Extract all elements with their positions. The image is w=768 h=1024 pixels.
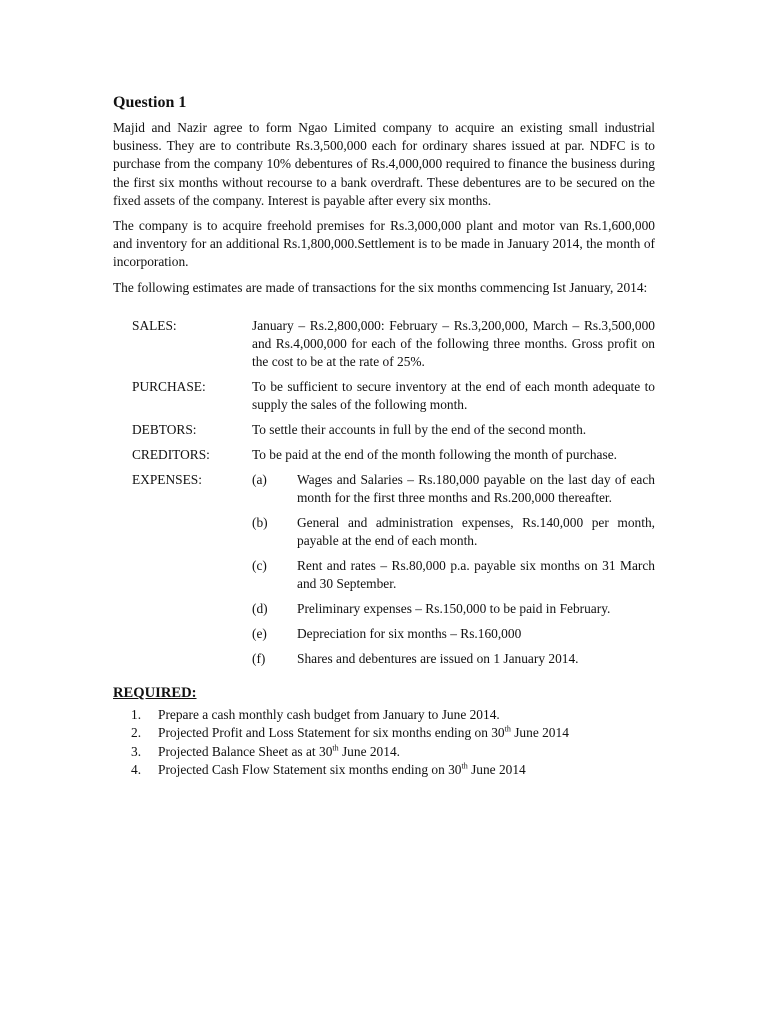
required-item: [131, 724, 655, 743]
estimate-label: EXPENSES:: [132, 471, 202, 487]
expense-text: Depreciation for six months – Rs.160,000: [297, 625, 522, 641]
expense-item: [252, 514, 655, 550]
expense-label: (f): [252, 650, 266, 666]
expense-item: [252, 625, 655, 643]
required-list: [113, 706, 655, 780]
required-item-text: Prepare a cash monthly cash budget from January to June 2014.: [158, 706, 500, 722]
required-item: [131, 761, 655, 780]
required-item-number: 2.: [131, 725, 142, 741]
expense-text: Rent and rates – Rs.80,000 p.a. payable six months on 31 March and 30 September.: [297, 557, 655, 591]
expense-item: [252, 557, 655, 593]
document-page: [113, 93, 655, 780]
estimate-label: SALES:: [132, 317, 177, 333]
acquisition-paragraph: The company is to acquire freehold premises for Rs.3,000,000 plant and motor van Rs.1,600,000 and inventory for an additional Rs.1,800,000.Settlement is to be made in January 2014, the month of incorporation.: [113, 218, 655, 270]
estimate-label: CREDITORS:: [132, 446, 210, 462]
estimate-text: To be sufficient to secure inventory at the end of each month adequate to supply the sales of the following month.: [252, 378, 655, 412]
expense-text: Wages and Salaries – Rs.180,000 payable on the last day of each month for the first three months and Rs.200,000 thereafter.: [297, 471, 655, 505]
estimate-item-purchase: [113, 378, 655, 414]
estimates-paragraph: The following estimates are made of transactions for the six months commencing Ist January, 2014:: [113, 279, 648, 295]
expense-text: Shares and debentures are issued on 1 January 2014.: [297, 650, 579, 666]
expense-label: (c): [252, 557, 267, 573]
required-item: [131, 743, 655, 762]
expense-text: Preliminary expenses – Rs.150,000 to be paid in February.: [297, 600, 611, 616]
estimate-text: January – Rs.2,800,000: February – Rs.3,200,000, March – Rs.3,500,000 and Rs.4,000,000 for each of the following three months. Gross profit on the cost to be at the rate of 25%.: [252, 317, 655, 369]
expense-label: (a): [252, 471, 267, 487]
required-item-text: Projected Balance Sheet as at 30th June 2014.: [158, 743, 400, 759]
estimate-text: To be paid at the end of the month following the month of purchase.: [252, 446, 617, 462]
estimate-item-debtors: [113, 421, 655, 439]
required-item-text: Projected Profit and Loss Statement for six months ending on 30th June 2014: [158, 724, 569, 741]
required-item-text: Projected Cash Flow Statement six months ending on 30th June 2014: [158, 761, 526, 778]
required-item-number: 4.: [131, 762, 142, 778]
estimate-label: DEBTORS:: [132, 421, 197, 437]
estimate-item-creditors: [113, 446, 655, 464]
estimates-list: [113, 317, 655, 675]
question-title: Question 1: [113, 94, 187, 111]
estimate-item-expenses: [113, 471, 655, 675]
expense-label: (d): [252, 600, 268, 616]
expense-label: (e): [252, 625, 267, 641]
required-item: [131, 706, 655, 725]
estimate-text: To settle their accounts in full by the end of the second month.: [252, 421, 587, 437]
estimate-label: PURCHASE:: [132, 378, 206, 394]
expense-label: (b): [252, 514, 268, 530]
expenses-sublist: [252, 471, 655, 675]
intro-paragraph: Majid and Nazir agree to form Ngao Limited company to acquire an existing small industrial business. They are to contribute Rs.3,500,000 each for ordinary shares issued at par. NDFC is to purchase from the company 10% debentures of Rs.4,000,000 required to finance the business during the first six months without recourse to a bank overdraft. These debentures are to be secured on the fixed assets of the company. Interest is payable after every six months.: [113, 120, 655, 208]
expense-item: [252, 650, 655, 668]
expense-text: General and administration expenses, Rs.140,000 per month, payable at the end of each month.: [297, 514, 655, 548]
required-item-number: 3.: [131, 743, 142, 759]
required-item-number: 1.: [131, 706, 142, 722]
required-heading: REQUIRED:: [113, 684, 197, 701]
expense-item: [252, 600, 655, 618]
expense-item: [252, 471, 655, 507]
estimate-item-sales: [113, 317, 655, 371]
